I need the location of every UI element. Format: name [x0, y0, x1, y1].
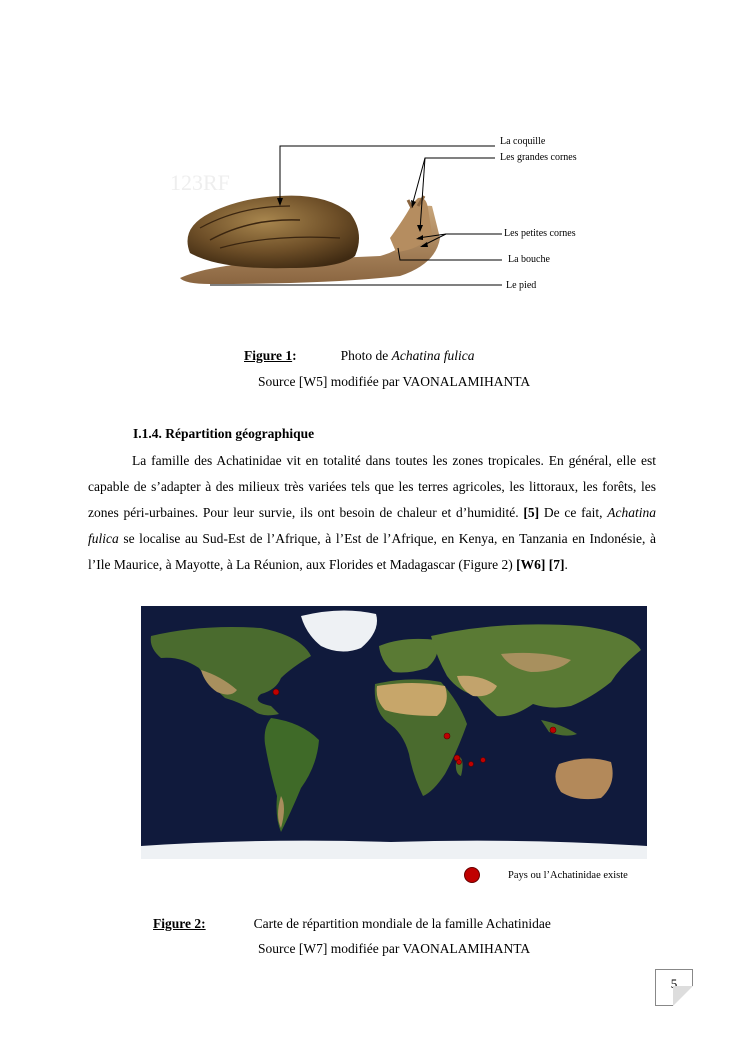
figure-2-label: Figure 2:: [153, 916, 206, 931]
para-text-2: De ce fait,: [539, 505, 608, 520]
para-species: Achatina fulica: [88, 505, 656, 546]
figure-2-caption: [153, 916, 551, 932]
figure-1-title-prefix: Photo de: [340, 348, 392, 363]
australia: [555, 758, 612, 799]
label-coquille: La coquille: [500, 136, 546, 147]
figure-2-source: Source [W7] modifiée par VAONALAMIHANTA: [258, 941, 531, 956]
para-text-1: La famille des Achatinidae vit en totalité dans toutes les zones tropicales. En général, elle est capable de s’adapter à des milieux très variées tels que les terres agricoles, les littoraux, les forêts, les zones péri-urbaines. Pour leur survie, ils ont besoin de chaleur et d’humidité.: [88, 453, 656, 520]
figure-1-source: Source [W5] modifiée par VAONALAMIHANTA: [258, 374, 531, 389]
marker-madagascar: [457, 760, 462, 765]
section-paragraph: [88, 448, 656, 578]
figure-2-world-map: [141, 606, 647, 859]
figure-1-illustration: [150, 88, 600, 316]
snail-diagram: [150, 88, 600, 316]
label-petites-cornes: Les petites cornes: [504, 228, 576, 239]
figure-1-colon: :: [292, 348, 297, 363]
marker-maurice: [481, 758, 486, 763]
label-grandes-cornes: Les grandes cornes: [500, 152, 577, 163]
label-bouche: La bouche: [508, 254, 550, 265]
legend-marker-icon: [464, 867, 480, 883]
figure-2-title: Carte de répartition mondiale de la famille Achatinidae: [253, 916, 551, 931]
section-heading: I.1.4. Répartition géographique: [133, 426, 315, 441]
watermark-text: 123RF: [170, 170, 230, 195]
world-map-svg: [141, 606, 647, 859]
label-pied: Le pied: [506, 280, 537, 291]
para-text-3: se localise au Sud-Est de l’Afrique, à l’Est de l’Afrique, en Kenya, en Tanzania en Indonésie, à l’Ile Maurice, à Mayotte, à La Réunion, aux Florides et Madagascar (Figure 2): [88, 531, 656, 572]
map-legend: [464, 867, 628, 883]
page-number-box: [655, 969, 693, 1006]
marker-indonesia: [550, 727, 556, 733]
marker-mayotte: [469, 762, 474, 767]
page-number: 5: [670, 976, 678, 991]
marker-florida: [273, 689, 279, 695]
antarctica: [141, 841, 647, 859]
ref-5: [5]: [523, 505, 540, 520]
ref-w6-7: [W6] [7]: [516, 557, 565, 572]
figure-1-caption: [244, 348, 475, 364]
para-end: .: [564, 557, 568, 572]
figure-1-label: Figure 1: [244, 348, 293, 363]
legend-label: Pays ou l’Achatinidae existe: [508, 869, 628, 881]
marker-kenya: [444, 733, 450, 739]
figure-1-species: Achatina fulica: [391, 348, 475, 363]
page-fold-icon: [673, 986, 693, 1006]
